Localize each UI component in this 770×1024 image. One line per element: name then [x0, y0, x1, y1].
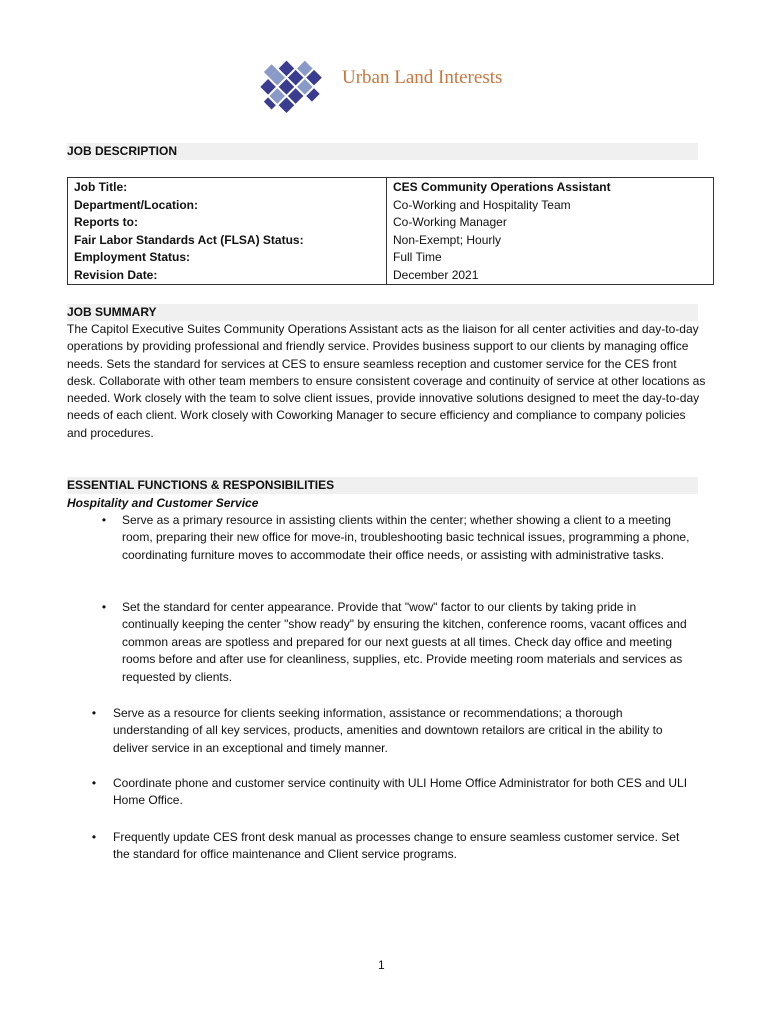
company-logo: [250, 45, 550, 123]
essential-functions-heading: ESSENTIAL FUNCTIONS & RESPONSIBILITIES: [67, 478, 335, 492]
bullet-icon: •: [101, 513, 107, 527]
bullet-text: Frequently update CES front desk manual as processes change to ensure seamless customer service. Set the standard for office maintenance and Client service programs.: [113, 830, 680, 862]
table-label: Department/Location:: [74, 197, 199, 212]
table-label: Employment Status:: [74, 250, 191, 265]
diamond-grid-logo-icon: [250, 45, 330, 123]
table-label: Job Title:: [74, 180, 128, 194]
bullet-text: Serve as a resource for clients seeking information, assistance or recommendations; a thorough understanding of all key services, products, amenities and downtown retailors are critical in the ability to deliver service in an exceptional and timely manner.: [113, 706, 663, 755]
bullet-icon: •: [91, 776, 97, 790]
table-labels-column: [68, 178, 386, 285]
bullet-icon: •: [91, 830, 97, 844]
job-summary-text: The Capitol Executive Suites Community Operations Assistant acts as the liaison for all center activities and day-to-day operations by providing professional and friendly service. Provides business support to our clients by managing office needs. Sets the standard for services at CES to ensure seamless reception and customer service for the CES front desk. Collaborate with other team members to ensure consistent coverage and continuity of service at other locations as needed. Work closely with the team to solve client issues, provide innovative solutions designed to meet the day-to-day needs of each client. Work closely with Coworking Manager to secure efficiency and compliance to company policies and procedures.: [67, 322, 706, 440]
bullet-text: Coordinate phone and customer service continuity with ULI Home Office Administrator for both CES and ULI Home Office.: [113, 776, 688, 808]
table-value: Non-Exempt; Hourly: [393, 232, 502, 247]
table-label: Revision Date:: [74, 267, 158, 282]
table-value: Full Time: [393, 250, 442, 265]
hospitality-subheading: Hospitality and Customer Service: [67, 496, 259, 510]
table-value: CES Community Operations Assistant: [393, 180, 611, 194]
table-label: Reports to:: [74, 215, 138, 230]
job-summary-heading: JOB SUMMARY: [67, 305, 157, 319]
page-number: 1: [378, 958, 385, 972]
company-name: Urban Land Interests: [342, 67, 503, 88]
table-value: December 2021: [393, 267, 479, 282]
section-band: [67, 304, 698, 321]
table-value: Co-Working and Hospitality Team: [393, 197, 571, 212]
table-label: Fair Labor Standards Act (FLSA) Status:: [74, 232, 304, 247]
job-description-heading: JOB DESCRIPTION: [67, 144, 178, 158]
job-details-table: [67, 177, 714, 285]
bullet-text: Serve as a primary resource in assisting clients within the center; whether showing a client to a meeting room, preparing their new office for move-in, troubleshooting basic technical issues, programming a phone, coordinating furniture moves to accommodate their office needs, or assisting with administrative tasks.: [122, 513, 690, 562]
bullet-icon: •: [91, 706, 97, 720]
bullet-text: Set the standard for center appearance. Provide that "wow" factor to our clients by taking pride in continually keeping the center "show ready" by ensuring the kitchen, conference rooms, vacant offices and common areas are spotless and prepared for our next guests at all times. Check day office and meeting rooms before and after use for cleanliness, supplies, etc. Provide meeting room materials and services as requested by clients.: [122, 600, 687, 684]
table-value: Co-Working Manager: [393, 215, 507, 230]
bullet-icon: •: [101, 600, 107, 614]
table-values-column: [387, 178, 713, 285]
